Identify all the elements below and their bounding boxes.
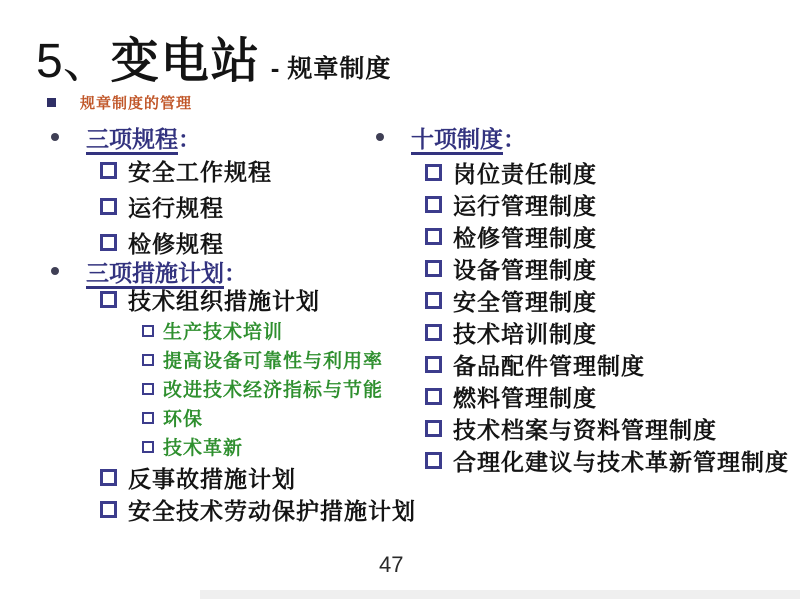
list-item [376, 380, 796, 412]
section-heading-colon: ： [224, 259, 247, 286]
square-bullet-icon [100, 198, 117, 215]
list-item-label: 备品配件管理制度 [453, 352, 645, 379]
square-bullet-icon [425, 388, 442, 405]
square-bullet-icon [425, 356, 442, 373]
square-bullet-icon [100, 234, 117, 251]
square-bullet-icon [425, 164, 442, 181]
list-item-label: 安全技术劳动保护措施计划 [128, 497, 416, 524]
list-item [376, 348, 796, 380]
small-square-bullet-icon [142, 412, 154, 424]
right-column [376, 122, 796, 476]
list-item [376, 316, 796, 348]
square-bullet-icon [425, 196, 442, 213]
dot-bullet-icon [51, 267, 59, 275]
dot-bullet-icon [376, 133, 384, 141]
list-item-label: 技术档案与资料管理制度 [453, 416, 717, 443]
intro-label: 规章制度的管理 [80, 94, 193, 112]
page-number: 47 [379, 552, 404, 577]
small-square-bullet-icon [142, 354, 154, 366]
section-heading-label: 十项制度 [411, 125, 503, 152]
sub-list-item [51, 345, 384, 374]
left-column [51, 122, 416, 525]
list-item [376, 252, 796, 284]
small-square-bullet-icon [142, 441, 154, 453]
list-item [376, 284, 796, 316]
list-item-label: 岗位责任制度 [453, 160, 597, 187]
list-item [376, 156, 796, 188]
list-item [51, 493, 416, 525]
square-bullet-icon [100, 162, 117, 179]
list-item [51, 188, 381, 224]
section-heading-three-regulations [51, 122, 381, 152]
square-bullet-icon [425, 228, 442, 245]
sub-list-item [51, 403, 381, 432]
list-item-label: 安全工作规程 [128, 158, 272, 185]
list-item-label: 安全管理制度 [453, 288, 597, 315]
list-item-label: 设备管理制度 [453, 256, 597, 283]
square-bullet-icon [425, 292, 442, 309]
small-square-bullet-icon [142, 383, 154, 395]
square-bullet-icon [425, 260, 442, 277]
sub-list-item-label: 环保 [163, 409, 204, 430]
list-item-label: 反事故措施计划 [128, 465, 296, 492]
small-square-bullet-icon [142, 325, 154, 337]
sub-list-item-label: 技术革新 [163, 438, 244, 459]
section-heading-colon: ： [503, 125, 526, 152]
list-item [376, 220, 796, 252]
list-item [376, 412, 796, 444]
sub-list-item [51, 316, 381, 345]
title-subtitle: 规章制度 [287, 55, 392, 83]
bottom-divider-bar [200, 590, 800, 599]
sub-list-item-label: 改进技术经济指标与节能 [163, 380, 384, 401]
list-item-label: 燃料管理制度 [453, 384, 597, 411]
filled-square-bullet-icon [47, 98, 56, 107]
square-bullet-icon [425, 324, 442, 341]
section-heading-label: 三项措施计划 [86, 259, 224, 286]
square-bullet-icon [425, 452, 442, 469]
list-item [51, 461, 381, 493]
sub-list-item [51, 432, 381, 461]
sub-list-item [51, 374, 384, 403]
list-item-label: 检修规程 [128, 230, 224, 257]
list-item [376, 188, 796, 220]
list-item [51, 152, 381, 188]
square-bullet-icon [425, 420, 442, 437]
sub-list-item-label: 提高设备可靠性与利用率 [163, 351, 384, 372]
square-bullet-icon [100, 291, 117, 308]
list-item-label: 技术培训制度 [453, 320, 597, 347]
list-item-label: 运行管理制度 [453, 192, 597, 219]
slide-title [36, 22, 391, 91]
sub-list-item-label: 生产技术培训 [163, 322, 284, 343]
square-bullet-icon [100, 501, 117, 518]
section-heading-label: 三项规程 [86, 125, 178, 152]
right-item-list [376, 152, 796, 476]
list-item-label: 运行规程 [128, 194, 224, 221]
title-main: 变电站 [110, 35, 261, 88]
dot-bullet-icon [51, 133, 59, 141]
title-dash: - [270, 53, 280, 83]
intro-line [47, 92, 192, 112]
list-item-label: 检修管理制度 [453, 224, 597, 251]
list-item-label: 技术组织措施计划 [128, 287, 320, 314]
section-heading-colon: ： [178, 125, 201, 152]
title-number: 5、 [36, 35, 111, 88]
list-item [376, 444, 796, 476]
square-bullet-icon [100, 469, 117, 486]
list-item-label: 合理化建议与技术革新管理制度 [453, 448, 789, 475]
section-heading-three-measure-plans [51, 259, 381, 286]
section-heading-ten-systems [376, 122, 796, 152]
